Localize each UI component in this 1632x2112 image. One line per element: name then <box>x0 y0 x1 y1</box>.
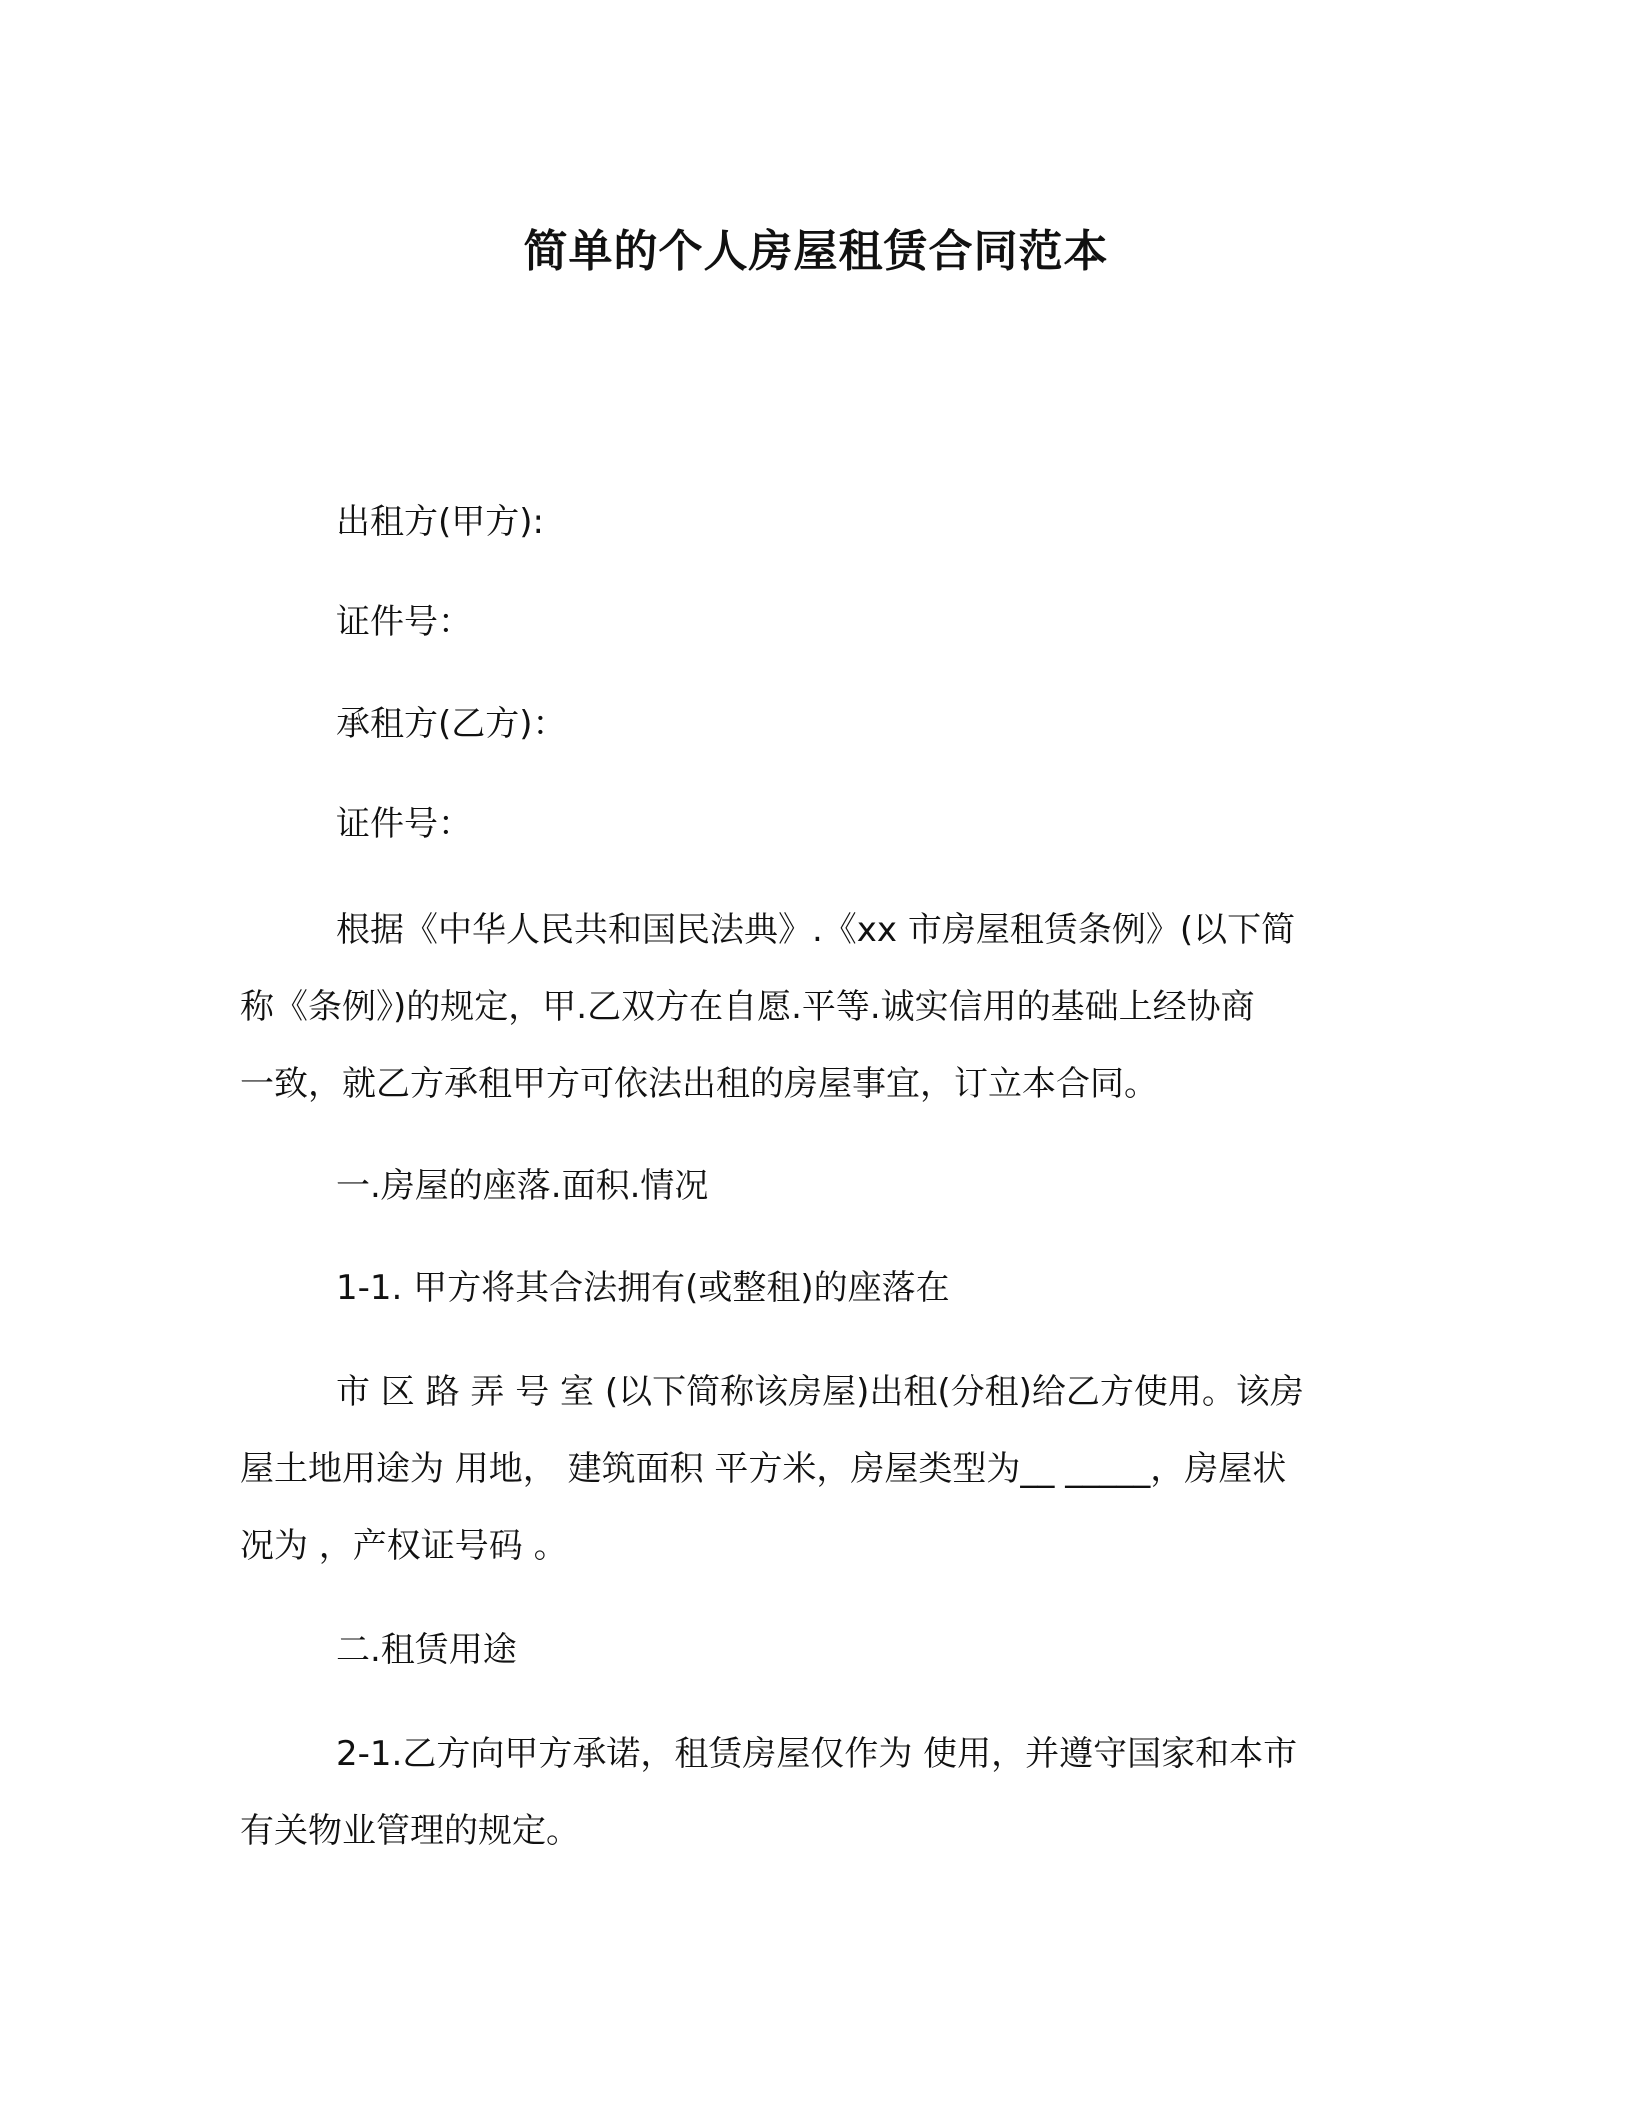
lessor-id-label: 证件号： <box>336 602 472 642</box>
section-1-paragraph <box>240 1354 1392 1585</box>
section-1-para-line-1: 市 区 路 弄 号 室 (以下简称该房屋)出租(分租)给乙方使用。该房 <box>336 1372 1304 1412</box>
section-2-heading-text: 二.租赁用途 <box>336 1630 517 1670</box>
section-1-para-line-3: 况为 ，产权证号码 。 <box>240 1526 568 1566</box>
lessor-field <box>240 484 1392 561</box>
item-1-1 <box>240 1250 1392 1327</box>
item-2-1 <box>240 1716 1392 1870</box>
section-2-heading <box>240 1612 1392 1689</box>
lessee-id-field <box>240 786 1392 863</box>
section-1-para-line-2: 屋土地用途为 用地， 建筑面积 平方米，房屋类型为__ _____，房屋状 <box>240 1449 1287 1489</box>
lessee-label: 承租方(乙方)： <box>336 704 567 744</box>
document-title: 简单的个人房屋租赁合同范本 <box>523 226 1109 277</box>
section-1-heading-text: 一.房屋的座落.面积.情况 <box>336 1166 709 1206</box>
section-1-heading <box>240 1148 1392 1225</box>
intro-line-1: 根据《中华人民共和国民法典》.《xx 市房屋租赁条例》(以下简 <box>336 910 1296 950</box>
intro-paragraph <box>240 892 1392 1123</box>
item-2-1-line-2: 有关物业管理的规定。 <box>240 1811 580 1851</box>
item-2-1-line-1: 2-1.乙方向甲方承诺，租赁房屋仅作为 使用，并遵守国家和本市 <box>336 1734 1298 1774</box>
lessee-field <box>240 686 1392 763</box>
lessor-label: 出租方(甲方): <box>336 502 544 542</box>
intro-line-3: 一致，就乙方承租甲方可依法出租的房屋事宜，订立本合同。 <box>240 1064 1158 1104</box>
item-1-1-text: 1-1. 甲方将其合法拥有(或整租)的座落在 <box>336 1268 950 1308</box>
lessee-id-label: 证件号： <box>336 804 472 844</box>
lessor-id-field <box>240 584 1392 661</box>
intro-line-2: 称《条例》)的规定，甲.乙双方在自愿.平等.诚实信用的基础上经协商 <box>240 987 1255 1027</box>
